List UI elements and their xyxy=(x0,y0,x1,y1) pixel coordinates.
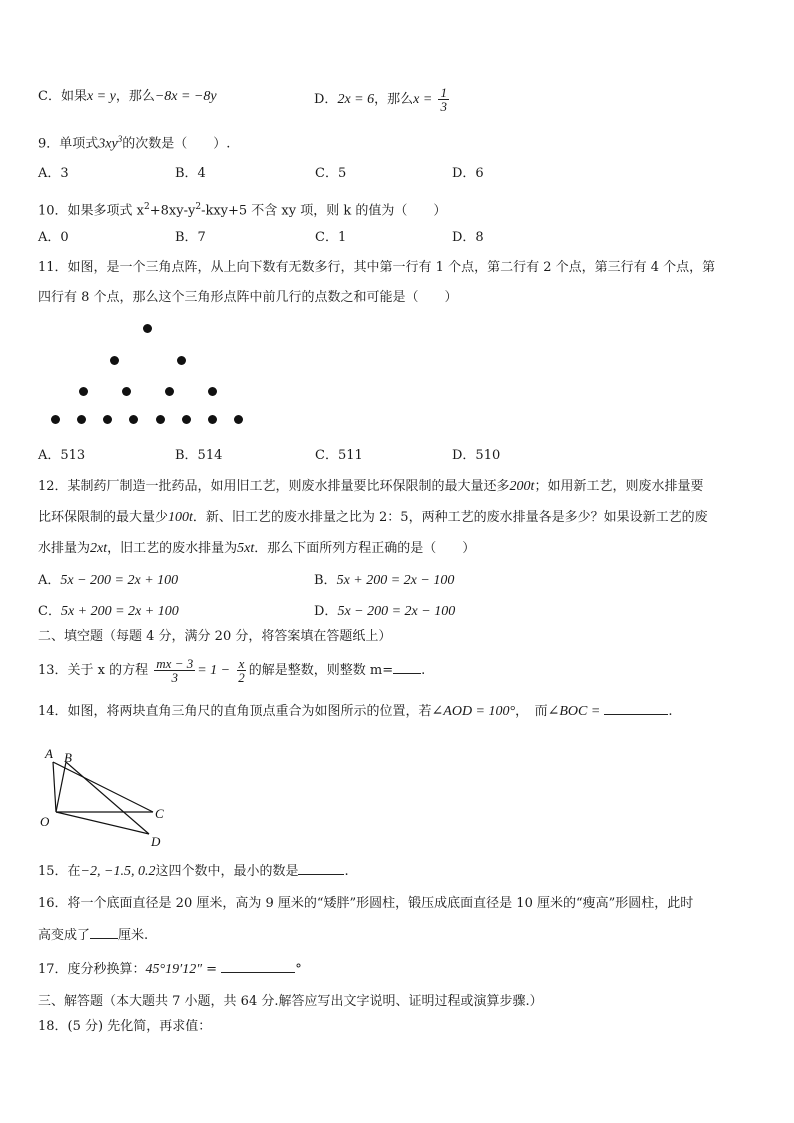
q12-option-a xyxy=(38,572,178,590)
q12-stem-line2 xyxy=(38,509,708,527)
q12-option-a-label: A． xyxy=(38,573,61,588)
q10-option-d: D．8 xyxy=(452,230,484,245)
q10-sup2: 2 xyxy=(195,202,202,212)
q9-option-d: D．6 xyxy=(452,166,484,181)
q8-option-d-mid: ，那么 xyxy=(374,92,414,107)
dot-row4 xyxy=(51,415,60,424)
q8-frac-num: 1 xyxy=(440,85,447,100)
q12-option-b-math: 5x + 200 = 2x − 100 xyxy=(336,573,455,588)
q16-answer-blank[interactable] xyxy=(90,926,118,939)
segment-ob xyxy=(56,762,66,812)
q17-eq: = xyxy=(202,962,222,977)
q13-pre: 13．关于 x 的方程 xyxy=(38,663,149,678)
q10-mid1: +8xy-y xyxy=(149,203,196,219)
q13-fraction-right xyxy=(236,657,247,684)
q18-stem: 18．(5 分) 先化简，再求值： xyxy=(38,1019,212,1034)
q9-option-a: A．3 xyxy=(38,166,69,181)
q12-option-d xyxy=(314,603,455,621)
q8-option-c-label: C．如果 xyxy=(38,89,87,104)
q10-stem xyxy=(38,198,446,220)
q16-line2-pre: 高变成了 xyxy=(38,928,91,943)
dot-row4 xyxy=(234,415,243,424)
dot-row3 xyxy=(122,387,131,396)
q12-stem-line3 xyxy=(38,540,475,558)
q12-line3-math2: 5xt xyxy=(237,541,255,556)
section-solution-heading: 三、解答题（本大题共 7 小题，共 64 分.解答应写出文字说明、证明过程或演算步骤.） xyxy=(38,994,543,1009)
q16-stem-line2 xyxy=(38,926,148,945)
q9-stem-sup: 3 xyxy=(117,134,123,144)
q8-option-d-math1: 2x = 6 xyxy=(337,92,375,107)
q10-option-b: B．7 xyxy=(175,230,206,245)
q11-option-a: A．513 xyxy=(38,448,86,463)
q12-line3-post: ．那么下面所列方程正确的是（ ） xyxy=(254,541,476,556)
q14-triangle-figure xyxy=(36,740,176,852)
q11-dot-triangle-figure xyxy=(40,318,260,428)
q15-stem xyxy=(38,862,349,881)
q8-option-c-math2: −8x = −8y xyxy=(154,89,217,104)
q9-stem-post: 的次数是（ ）. xyxy=(122,136,231,152)
q14-stem xyxy=(38,702,672,721)
q13-frac1-den: 3 xyxy=(171,670,178,685)
label-c: C xyxy=(155,806,164,821)
dot-row4 xyxy=(77,415,86,424)
q13-frac1-num: mx − 3 xyxy=(156,656,194,671)
q13-post: 的解是整数，则整数 m= xyxy=(248,663,394,678)
q14-mid: ， 而 xyxy=(515,704,548,719)
q15-post: 这四个数中，最小的数是 xyxy=(155,864,299,879)
q9-stem-math: 3xy xyxy=(98,136,118,152)
label-b: B xyxy=(64,750,72,765)
section-fill-in-heading: 二、填空题（每题 4 分，满分 20 分，将答案填在答题纸上） xyxy=(38,629,392,644)
q17-end: ° xyxy=(295,962,302,977)
segment-ac xyxy=(53,762,153,812)
q13-end: . xyxy=(421,663,426,678)
q13-frac2-num: x xyxy=(238,656,245,671)
q12-line2-post: ．新、旧工艺的废水排量之比为 2：5，两种工艺的废水排量各是多少？如果设新工艺的废 xyxy=(192,510,708,525)
dot-row3 xyxy=(79,387,88,396)
dot-row4 xyxy=(156,415,165,424)
q16-line2-post: 厘米. xyxy=(118,928,149,943)
q13-frac2-den: 2 xyxy=(238,670,245,685)
q12-line1-pre: 12．某制药厂制造一批药品，如用旧工艺，则废水排量要比环保限制的最大量还多 xyxy=(38,479,510,494)
q8-option-c-mid: ，那么 xyxy=(115,89,155,104)
q12-line2-math: 100t xyxy=(168,510,193,525)
q13-stem xyxy=(38,656,425,686)
q15-end: . xyxy=(344,864,349,879)
q8-option-d-fraction xyxy=(438,86,449,113)
q8-option-c-math1: x = y xyxy=(86,89,116,104)
q12-option-d-label: D． xyxy=(314,604,338,619)
q14-answer-blank[interactable] xyxy=(604,702,668,715)
q11-stem-line2: 四行有 8 个点，那么这个三角形点阵中前几行的点数之和可能是（ ） xyxy=(38,290,458,305)
q9-option-b: B．4 xyxy=(175,166,206,181)
q8-option-d-label: D． xyxy=(314,92,338,107)
q11-option-c: C．511 xyxy=(315,448,363,463)
q12-option-c-label: C． xyxy=(38,604,61,619)
dot-row3 xyxy=(165,387,174,396)
dot-row2 xyxy=(177,356,186,365)
q9-stem xyxy=(38,130,230,153)
q12-line2-pre: 比环保限制的最大量少 xyxy=(38,510,169,525)
q17-stem xyxy=(38,960,302,979)
dot-row4 xyxy=(103,415,112,424)
dot-row4 xyxy=(208,415,217,424)
q12-option-b xyxy=(314,572,454,590)
q12-option-d-math: 5x − 200 = 2x − 100 xyxy=(337,604,456,619)
q11-stem-line1: 11．如图，是一个三角点阵，从上向下数有无数多行，其中第一行有 1 个点，第二行有 2 个点，第三行有 4 个点，第 xyxy=(38,260,716,275)
segment-od xyxy=(56,812,149,834)
q13-answer-blank[interactable] xyxy=(393,661,421,674)
q14-end: . xyxy=(668,704,673,719)
q12-option-c-math: 5x + 200 = 2x + 100 xyxy=(60,604,179,619)
q8-frac-den: 3 xyxy=(440,99,447,114)
q12-line3-pre: 水排量为 xyxy=(38,541,91,556)
q10-sup1: 2 xyxy=(144,202,150,212)
q17-math: 45°19′12″ xyxy=(145,962,203,977)
dot-row4 xyxy=(129,415,138,424)
q12-line3-math1: 2xt xyxy=(90,541,108,556)
q16-stem-line1: 16．将一个底面直径是 20 厘米，高为 9 厘米的“矮胖”形圆柱，锻压成底面直径是 10 厘米的“瘦高”形圆柱，此时 xyxy=(38,896,694,911)
q14-pre: 14．如图，将两块直角三角尺的直角顶点重合为如图所示的位置，若 xyxy=(38,704,432,719)
q8-option-d-math2: x = xyxy=(413,92,433,107)
q8-option-d xyxy=(314,86,451,113)
label-d: D xyxy=(151,834,161,849)
q12-stem-line1 xyxy=(38,478,703,496)
q14-math2: ∠BOC = xyxy=(547,704,601,719)
q15-math: −2, −1.5, 0.2 xyxy=(80,864,156,879)
dot-row2 xyxy=(110,356,119,365)
q12-line1-math: 200t xyxy=(509,479,535,494)
dot-row3 xyxy=(208,387,217,396)
q14-math1: ∠AOD = 100° xyxy=(431,704,516,719)
segment-oa xyxy=(53,762,56,812)
q15-pre: 15．在 xyxy=(38,864,81,879)
q11-option-b: B．514 xyxy=(175,448,223,463)
dot-row4 xyxy=(182,415,191,424)
q11-option-d: D．510 xyxy=(452,448,501,463)
q10-stem-pre: 10．如果多项式 x xyxy=(38,203,145,219)
q12-option-a-math: 5x − 200 = 2x + 100 xyxy=(60,573,179,588)
label-o: O xyxy=(40,814,50,829)
q17-pre: 17．度分秒换算： xyxy=(38,962,146,977)
q10-stem-post: -kxy+5 不含 xy 项，则 k 的值为（ ） xyxy=(201,203,447,219)
q10-option-a: A．0 xyxy=(38,230,69,245)
q10-option-c: C．1 xyxy=(315,230,347,245)
label-a: A xyxy=(45,746,53,761)
q12-line3-mid: ，旧工艺的废水排量为 xyxy=(107,541,238,556)
q12-option-b-label: B． xyxy=(314,573,337,588)
q9-option-c: C．5 xyxy=(315,166,347,181)
dot-row1 xyxy=(143,324,152,333)
q9-stem-pre: 9．单项式 xyxy=(38,136,99,152)
q13-eq: = 1 − xyxy=(197,663,231,678)
segment-bd xyxy=(66,762,149,834)
q13-fraction-left xyxy=(154,657,195,684)
q15-answer-blank[interactable] xyxy=(298,862,344,875)
q12-option-c xyxy=(38,603,179,621)
q17-answer-blank[interactable] xyxy=(221,960,295,973)
q12-line1-post: ；如用新工艺，则废水排量要 xyxy=(534,479,704,494)
q8-option-c xyxy=(38,88,217,106)
